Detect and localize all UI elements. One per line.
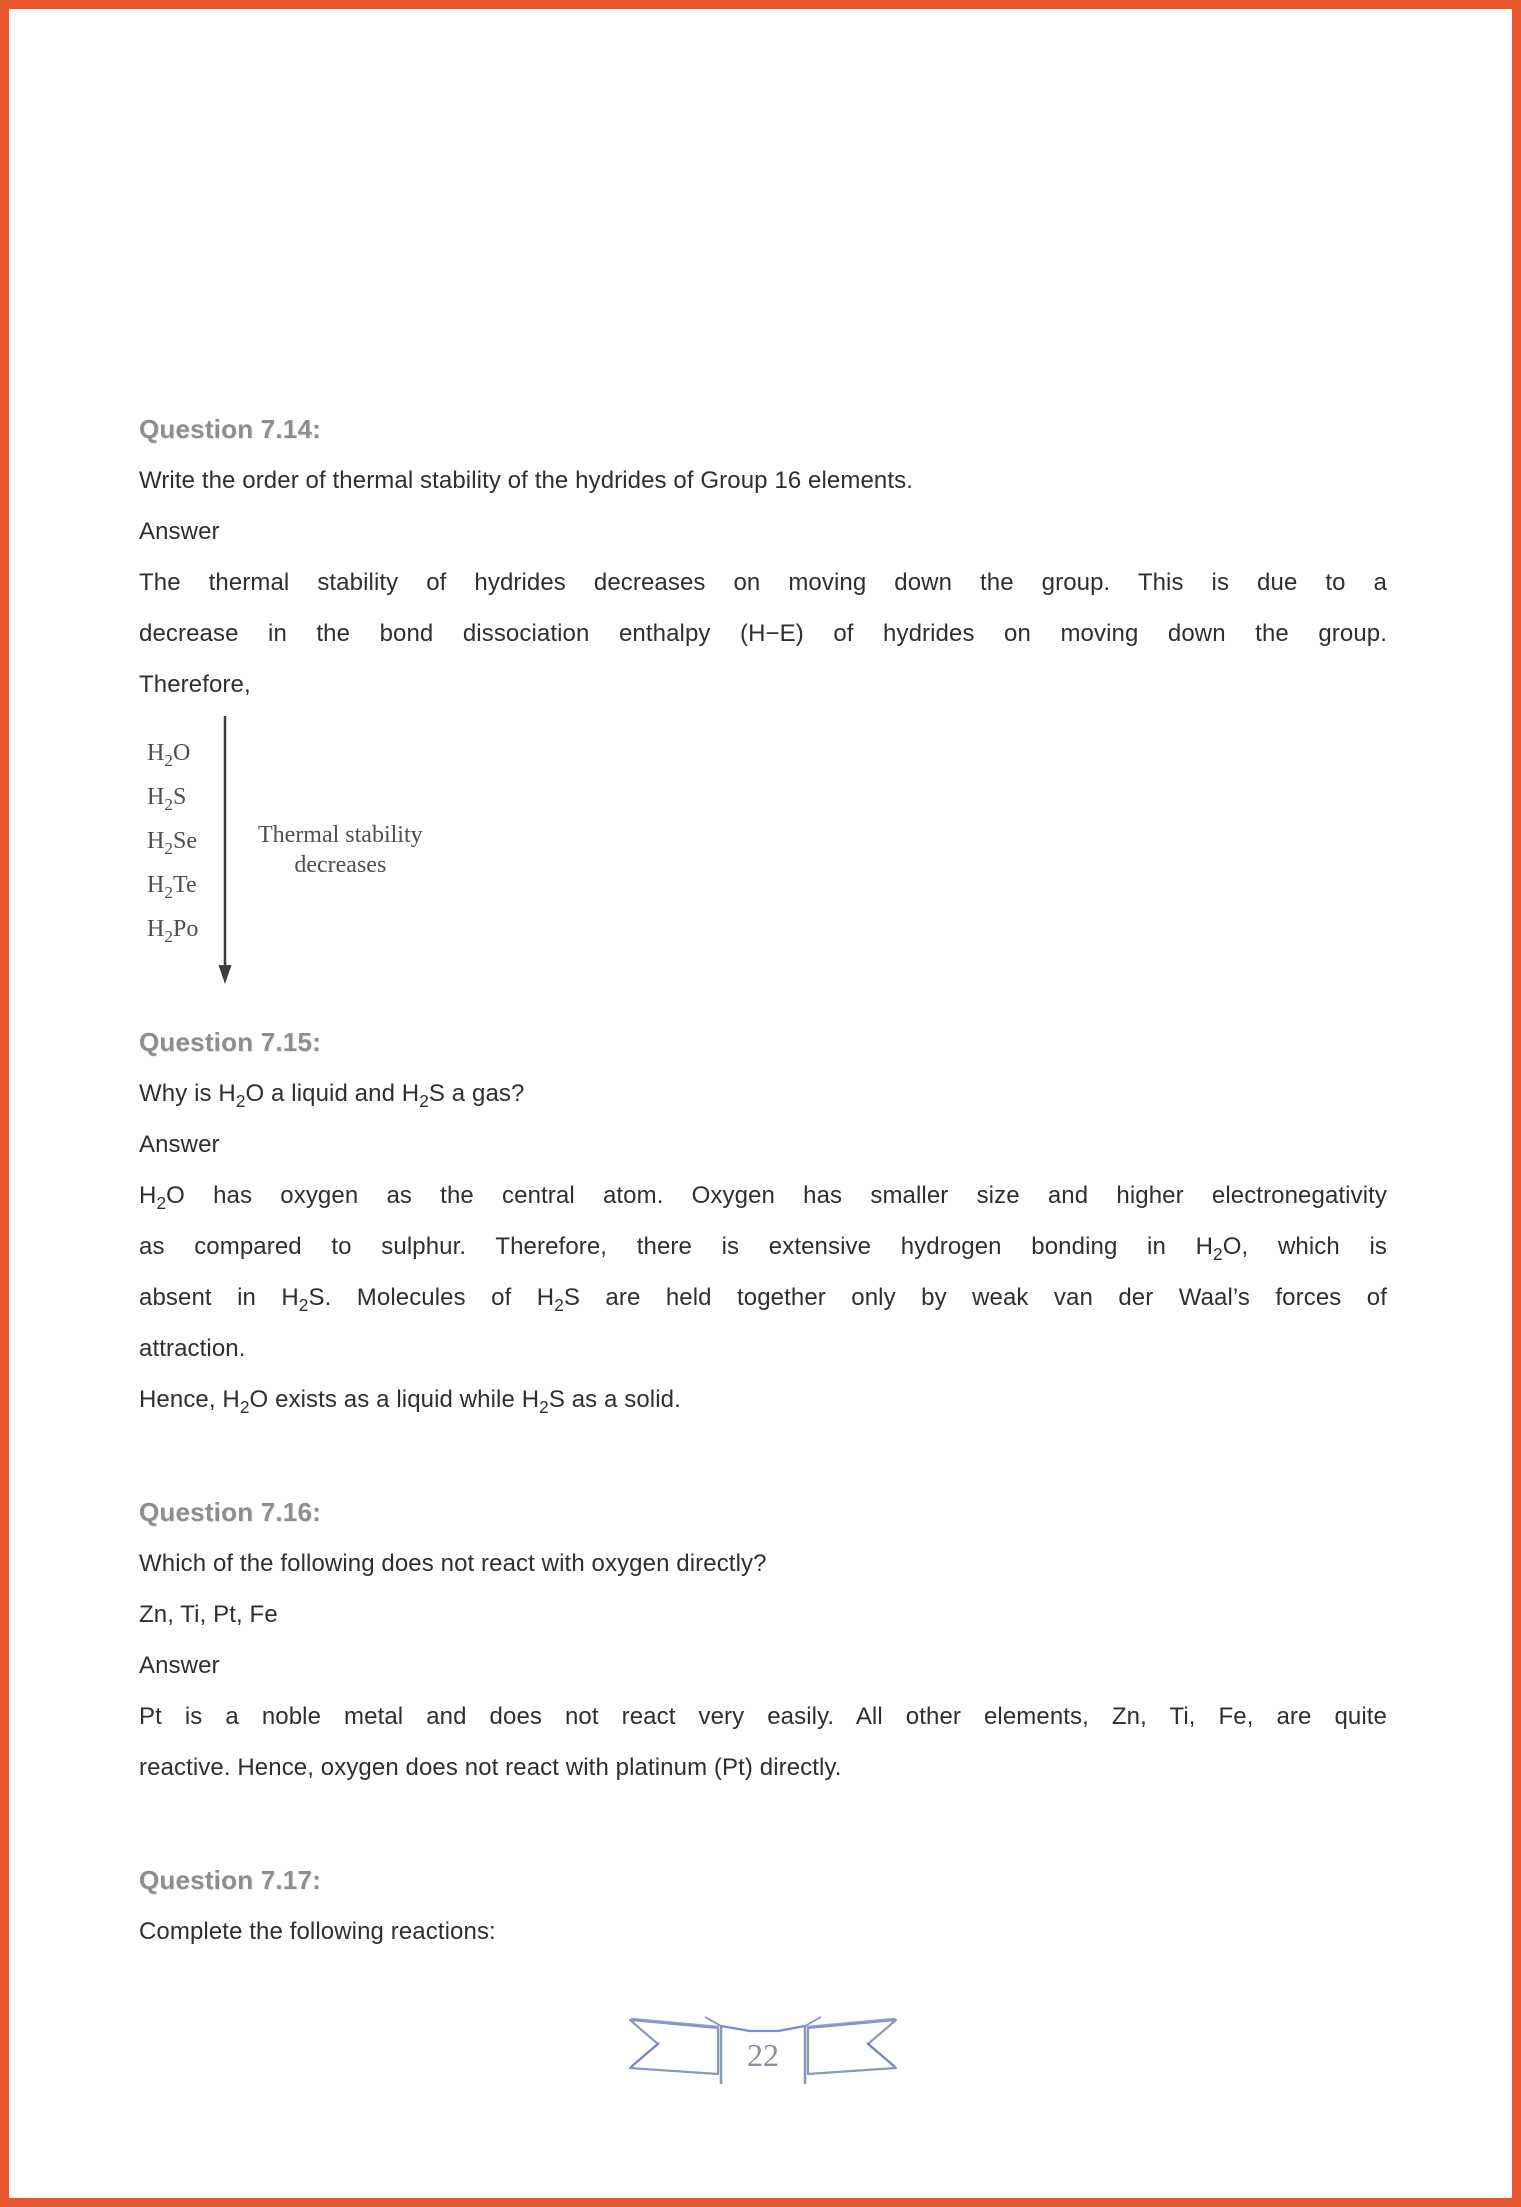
question-7-15-text (139, 1068, 1387, 1119)
question-7-17-text: Complete the following reactions: (139, 1918, 496, 1945)
answer-line (139, 1170, 1387, 1221)
question-7-16-heading: Question 7.16: (139, 1497, 321, 1527)
subscript: 2 (419, 1090, 429, 1111)
element-symbol: S (172, 784, 187, 810)
formula-h2te (147, 872, 202, 902)
answer-line (139, 1272, 1387, 1323)
answer-label: Answer (139, 1652, 220, 1679)
subscript: 2 (164, 794, 173, 814)
text-segment: S as a solid. (548, 1386, 681, 1413)
diagram-label-line1: Thermal stability (258, 822, 423, 848)
answer-line: Therefore, (139, 671, 251, 698)
question-7-16-text: Which of the following does not react with oxygen directly? (139, 1550, 767, 1577)
subscript: 2 (554, 1294, 564, 1315)
subscript: 2 (239, 1396, 250, 1417)
element-symbol: Te (172, 872, 197, 898)
text-segment: O exists as a liquid while H (249, 1386, 540, 1413)
text-segment: Why is H (139, 1080, 236, 1107)
text-segment: O a liquid and H (245, 1080, 420, 1107)
page-content (9, 9, 1512, 2094)
element-symbol: Po (172, 916, 199, 942)
subscript: 2 (164, 838, 173, 858)
subscript: 2 (539, 1396, 549, 1417)
text-segment: S. Molecules of H (308, 1284, 555, 1311)
element-symbol: H (147, 784, 165, 810)
page-number-ribbon (618, 2004, 908, 2094)
text-segment: O has oxygen as the central atom. Oxygen has smaller size and higher electronegativity (166, 1182, 1387, 1209)
answer-line: decrease in the bond dissociation enthalpy (H−E) of hydrides on moving down the group. (139, 620, 1387, 647)
question-7-16-options: Zn, Ti, Pt, Fe (139, 1601, 278, 1628)
element-symbol: H (147, 872, 165, 898)
answer-label: Answer (139, 518, 220, 545)
hydride-formula-list (147, 740, 202, 946)
diagram-label-line2: decreases (294, 852, 387, 878)
text-segment: S are held together only by weak van der Waal’s forces of (563, 1284, 1387, 1311)
text-segment: O, which is (1222, 1233, 1387, 1260)
element-symbol: Se (172, 828, 197, 854)
question-7-14-text: Write the order of thermal stability of the hydrides of Group 16 elements. (139, 467, 913, 494)
subscript: 2 (156, 1192, 167, 1213)
subscript: 2 (235, 1090, 246, 1111)
answer-line (139, 1374, 1387, 1425)
text-segment: S a gas? (428, 1080, 525, 1107)
answer-line (139, 1221, 1387, 1272)
formula-h2s (147, 784, 202, 814)
subscript: 2 (164, 882, 173, 902)
down-arrow-icon (214, 716, 236, 991)
diagram-label (258, 820, 423, 880)
text-segment: absent in H (139, 1284, 299, 1311)
answer-line: attraction. (139, 1335, 246, 1362)
element-symbol: O (172, 740, 191, 766)
subscript: 2 (1213, 1243, 1223, 1264)
answer-label: Answer (139, 1131, 220, 1158)
hydride-stability-diagram (147, 716, 1387, 988)
formula-h2po (147, 916, 202, 946)
element-symbol: H (147, 916, 165, 942)
answer-line: reactive. Hence, oxygen does not react with platinum (Pt) directly. (139, 1754, 842, 1781)
question-7-15-heading: Question 7.15: (139, 1027, 321, 1057)
subscript: 2 (164, 926, 173, 946)
page-number: 22 (747, 2037, 779, 2073)
formula-h2se (147, 828, 202, 858)
question-7-17-heading: Question 7.17: (139, 1865, 321, 1895)
subscript: 2 (164, 750, 173, 770)
text-segment: as compared to sulphur. Therefore, there is extensive hydrogen bonding in H (139, 1233, 1214, 1260)
element-symbol: H (147, 828, 165, 854)
question-7-14-heading: Question 7.14: (139, 414, 321, 444)
answer-line: The thermal stability of hydrides decreases on moving down the group. This is due to a (139, 569, 1387, 596)
ribbon-icon (618, 2004, 908, 2089)
element-symbol: H (147, 740, 165, 766)
formula-h2o (147, 740, 202, 770)
text-segment: Hence, H (139, 1386, 240, 1413)
subscript: 2 (298, 1294, 309, 1315)
text-segment: H (139, 1182, 157, 1209)
answer-line: Pt is a noble metal and does not react very easily. All other elements, Zn, Ti, Fe, are quite (139, 1703, 1387, 1730)
